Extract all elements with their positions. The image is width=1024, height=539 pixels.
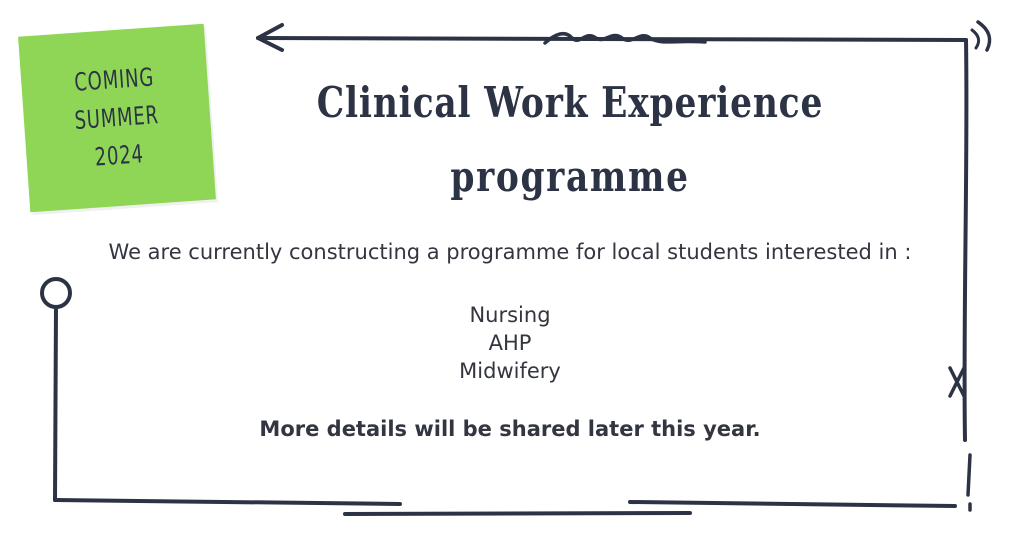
- spark-icon: [978, 22, 990, 50]
- top-border-line: [258, 38, 966, 40]
- tick-mark-1: [968, 455, 970, 495]
- sticky-line-2: SUMMER: [73, 100, 161, 135]
- bottom-border-right: [630, 502, 955, 506]
- bottom-underline: [345, 513, 690, 514]
- list-item: Nursing: [469, 303, 551, 327]
- right-border-line: [965, 40, 967, 440]
- interest-list: [380, 301, 640, 385]
- intro-text: We are currently constructing a programme for local students interested in :: [108, 240, 912, 264]
- closing-note: More details will be shared later this year.: [259, 417, 761, 441]
- x-mark-icon: [950, 368, 964, 396]
- list-item: AHP: [488, 331, 532, 355]
- circle-knob: [42, 279, 70, 307]
- page-title-line-1: Clinical Work Experience: [316, 78, 824, 127]
- sticky-line-1: COMING: [73, 62, 156, 97]
- coming-soon-sticky-note: [18, 24, 216, 213]
- list-item: Midwifery: [459, 359, 561, 383]
- bottom-border-left: [55, 500, 400, 504]
- page-title-line-2: programme: [450, 152, 690, 201]
- sticky-line-3: 2024: [94, 139, 146, 172]
- spark-icon-2: [972, 30, 979, 48]
- left-border-line: [55, 307, 56, 500]
